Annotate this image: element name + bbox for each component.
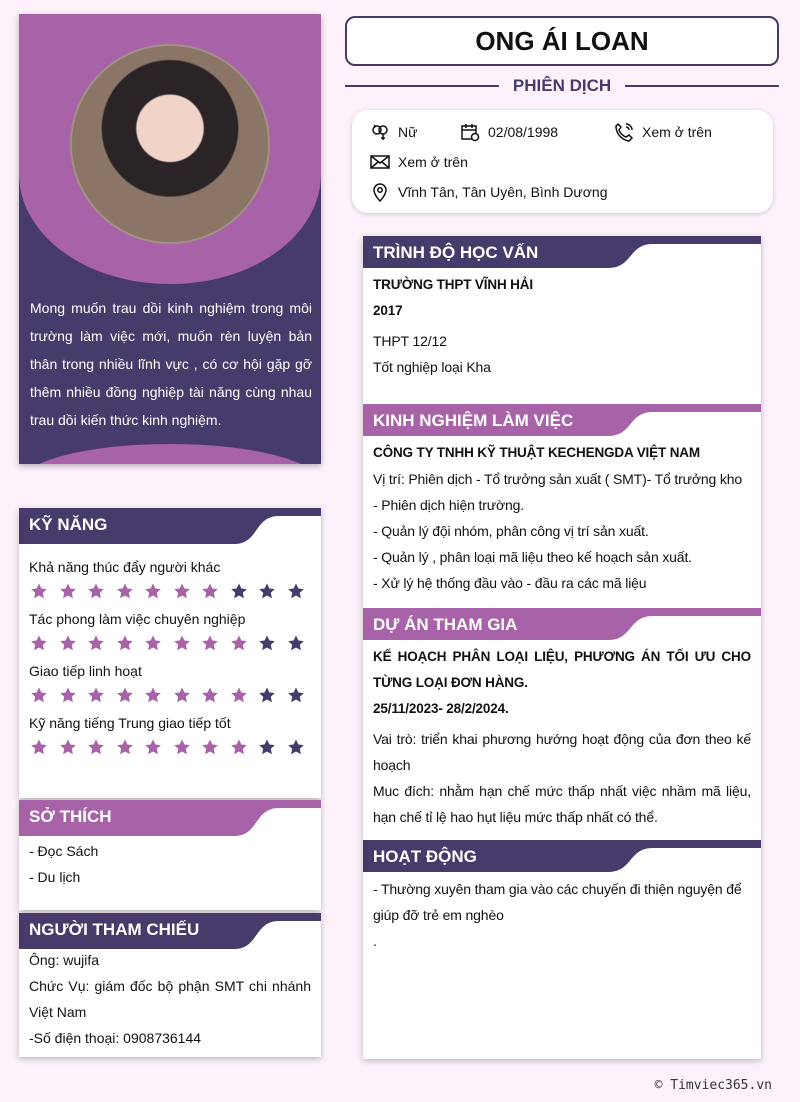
email-text: Xem ở trên: [398, 154, 468, 170]
calendar-icon: [460, 122, 480, 142]
star-icon: [30, 582, 48, 600]
projects-section: [363, 608, 761, 840]
star-icon: [116, 738, 134, 756]
star-icon: [59, 686, 77, 704]
star-icon: [116, 582, 134, 600]
profile-card: [19, 14, 321, 464]
main-content-card: [363, 236, 761, 1059]
birthday-text: 02/08/1998: [488, 124, 559, 140]
star-icon: [258, 738, 276, 756]
star-icon: [30, 738, 48, 756]
skill-rating: [29, 686, 311, 704]
experience-header: KINH NGHIỆM LÀM VIỆC: [363, 404, 761, 436]
job-title: PHIÊN DỊCH: [512, 76, 612, 95]
location-pin-icon: [370, 182, 390, 202]
school-name: TRƯỜNG THPT VĨNH HẢI: [373, 277, 533, 292]
activities-header: HOẠT ĐỘNG: [363, 840, 761, 872]
experience-line: - Quản lý , phân loại mã liệu theo kế hoạch sản xuất.: [373, 549, 692, 565]
skill-label: Tác phong làm việc chuyên nghiệp: [29, 611, 246, 627]
star-icon: [287, 686, 305, 704]
address-text: Vĩnh Tân, Tân Uyên, Bình Dương: [398, 184, 608, 200]
phone-icon: [614, 122, 634, 142]
birthday-item: [460, 122, 558, 142]
star-icon: [87, 738, 105, 756]
education-detail: Tốt nghiệp loại Kha: [373, 359, 491, 375]
experience-line: - Quản lý đội nhóm, phân công vị trí sản xuất.: [373, 523, 649, 539]
star-icon: [230, 582, 248, 600]
star-icon: [230, 686, 248, 704]
skills-section: [19, 508, 321, 798]
phone-item: [614, 122, 712, 142]
star-icon: [258, 634, 276, 652]
school-year: 2017: [373, 303, 403, 318]
project-name: KẾ HOẠCH PHÂN LOẠI LIỆU, PHƯƠNG ÁN TỐI ƯU CHO TỪNG LOẠI ĐƠN HÀNG.: [373, 649, 751, 690]
star-icon: [59, 738, 77, 756]
star-icon: [201, 738, 219, 756]
activities-section: [363, 840, 761, 962]
star-icon: [173, 634, 191, 652]
reference-name: Ông: wujifa: [29, 952, 100, 968]
hobbies-header: SỞ THÍCH: [19, 800, 321, 832]
star-icon: [87, 582, 105, 600]
star-icon: [144, 582, 162, 600]
skill-rating: [29, 738, 311, 756]
star-icon: [287, 582, 305, 600]
star-icon: [116, 686, 134, 704]
project-role: Vai trò: triển khai phương hướng hoạt động của đơn theo kế hoạch: [373, 731, 751, 773]
skill-label: Giao tiếp linh hoạt: [29, 663, 142, 679]
references-header: NGƯỜI THAM CHIẾU: [19, 913, 321, 945]
star-icon: [230, 634, 248, 652]
star-icon: [30, 686, 48, 704]
reference-phone: -Số điện thoại: 0908736144: [29, 1030, 202, 1046]
mail-icon: [370, 152, 390, 172]
footer-credit: © Timviec365.vn: [654, 1078, 772, 1093]
profile-photo: [70, 44, 270, 244]
star-icon: [59, 634, 77, 652]
education-detail: THPT 12/12: [373, 333, 447, 349]
star-icon: [87, 686, 105, 704]
reference-position: Chức Vụ: giám đốc bộ phận SMT chi nhánh Việt Nam: [29, 978, 311, 1020]
gender-icon: [370, 122, 390, 142]
hobby-item: - Du lịch: [29, 869, 81, 885]
skill-label: Kỹ năng tiếng Trung giao tiếp tốt: [29, 715, 231, 731]
address-item: [370, 182, 608, 202]
hobbies-section: [19, 800, 321, 910]
skill-label: Khả năng thúc đẩy người khác: [29, 559, 221, 575]
career-objective: Mong muốn trau dồi kinh nghiệm trong môi trường làm việc mới, muốn rèn luyện bản thân trong nhiều lĩnh vực , có cơ hội gặp gỡ thêm nhiều đồng nghiệp tài năng cùng nhau trau dồi kiến thức kinh nghiệm.: [30, 300, 312, 428]
star-icon: [287, 634, 305, 652]
experience-section: [363, 404, 761, 608]
star-icon: [173, 738, 191, 756]
gender-text: Nữ: [398, 124, 418, 140]
star-icon: [144, 634, 162, 652]
star-icon: [59, 582, 77, 600]
star-icon: [201, 582, 219, 600]
skills-header: KỸ NĂNG: [19, 508, 321, 540]
skill-rating: [29, 634, 311, 652]
candidate-name: ONG ÁI LOAN: [345, 16, 779, 66]
star-icon: [87, 634, 105, 652]
star-icon: [116, 634, 134, 652]
experience-line: - Xử lý hệ thống đầu vào - đầu ra các mã liệu: [373, 575, 647, 591]
hobby-item: - Đọc Sách: [29, 843, 99, 859]
star-icon: [173, 686, 191, 704]
star-icon: [258, 582, 276, 600]
experience-line: Vị trí: Phiên dịch - Tổ trưởng sản xuất ( SMT)- Tổ trưởng kho: [373, 471, 743, 487]
gender-item: [370, 122, 417, 142]
activity-line: .: [373, 933, 377, 949]
skill-rating: [29, 582, 311, 600]
job-title-row: [345, 72, 779, 100]
activity-line: - Thường xuyên tham gia vào các chuyến đi thiện nguyện để giúp đỡ trẻ em nghèo: [373, 881, 742, 923]
project-dates: 25/11/2023- 28/2/2024.: [373, 701, 509, 716]
experience-line: - Phiên dịch hiện trường.: [373, 497, 524, 513]
star-icon: [287, 738, 305, 756]
education-section: [363, 236, 761, 404]
phone-text: Xem ở trên: [642, 124, 712, 140]
star-icon: [201, 634, 219, 652]
star-icon: [144, 738, 162, 756]
project-purpose: Muc đích: nhằm hạn chế mức thấp nhất việc nhầm mã liệu, hạn chế tỉ lệ hao hụt liệu mức thấp nhất có thể.: [373, 783, 751, 825]
star-icon: [201, 686, 219, 704]
projects-header: DỰ ÁN THAM GIA: [363, 608, 761, 640]
star-icon: [230, 738, 248, 756]
email-item: [370, 152, 468, 172]
star-icon: [30, 634, 48, 652]
star-icon: [258, 686, 276, 704]
education-header: TRÌNH ĐỘ HỌC VẤN: [363, 236, 761, 268]
contact-box: [352, 110, 773, 213]
star-icon: [173, 582, 191, 600]
star-icon: [144, 686, 162, 704]
company-name: CÔNG TY TNHH KỸ THUẬT KECHENGDA VIỆT NAM: [373, 445, 701, 460]
references-section: [19, 913, 321, 1057]
